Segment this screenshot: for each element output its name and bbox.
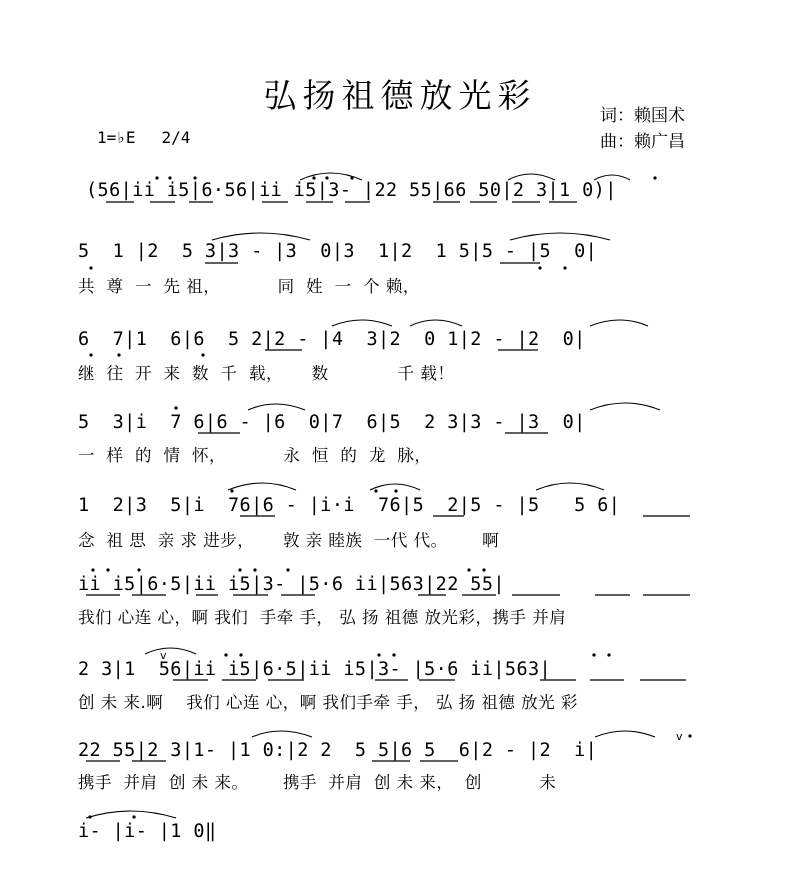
lyric-row-5: 我们 心连 心，啊 我们 手牵 手， 弘 扬 祖德 放光彩，携手 并肩 <box>78 608 567 627</box>
key-signature: 1=♭E <box>97 128 136 147</box>
slur-mark <box>248 404 305 410</box>
lyric-row-6: 创 未 来.啊 我们 心连 心，啊 我们手牵 手， 弘 扬 祖德 放光 彩 <box>78 693 578 712</box>
lyric-row-1: 共 尊 一 先 祖， 同 姓 一 个 赖， <box>78 277 420 296</box>
key-and-meter <box>97 128 190 147</box>
octave-dot <box>89 266 92 269</box>
slur-mark <box>332 320 392 326</box>
octave-dot <box>224 653 227 656</box>
slur-mark <box>145 648 196 654</box>
slur-mark <box>86 811 176 818</box>
octave-dot <box>88 815 91 818</box>
slur-mark <box>590 403 660 410</box>
octave-dot <box>230 489 233 492</box>
octave-dot <box>592 653 595 656</box>
notation-row-3: 5 3|i 7 6|6 - |6 0|7 6|5 2 3|3 - |3 0| <box>78 412 586 433</box>
octave-dot <box>91 568 94 571</box>
notation-row-5: ii i5|6·5|ii i5|3- |5·6 ii|563|22 55| <box>78 574 505 595</box>
notation-row-7: 22 55|2 3|1- |1 0:|2 2 5 5|6 5 6|2 - |2 i| <box>78 740 598 761</box>
slur-mark <box>370 484 420 490</box>
octave-dot <box>563 266 566 269</box>
lyricist-credit: 词：赖国术 <box>600 106 685 126</box>
octave-dot <box>392 653 395 656</box>
octave-dot <box>394 489 397 492</box>
octave-dot <box>89 353 92 356</box>
notation-row-6: 2 3|1 56|ii i5|6·5|ii i5|3- |5·6 ii|563| <box>78 659 552 680</box>
song-title: 弘扬祖德放光彩 <box>263 76 537 115</box>
lyric-row-2: 继 往 开 来 数 千 载， 数 千 载！ <box>78 364 455 383</box>
octave-dot <box>538 266 541 269</box>
notation-row-4: 1 2|3 5|i 76|6 - |i·i 76|5 2|5 - |5 5 6| <box>78 495 621 516</box>
slur-mark <box>590 320 648 326</box>
octave-dot <box>106 568 109 571</box>
octave-dot <box>286 568 289 571</box>
octave-dot <box>137 568 140 571</box>
slur-mark <box>300 173 362 180</box>
notation-row-8: i- |i- |1 0‖ <box>78 821 217 842</box>
slur-mark <box>595 731 655 737</box>
breath-mark: v <box>160 649 167 662</box>
notation-row-1: 5 1 |2 5 3|3 - |3 0|3 1|2 1 5|5 - |5 0| <box>78 241 598 262</box>
slur-mark <box>228 483 296 490</box>
slur-mark <box>212 233 310 240</box>
lyric-row-4: 念 祖 思 亲 求 进步， 敦 亲 睦族 一代 代。 啊 <box>78 531 500 550</box>
octave-dot <box>607 653 610 656</box>
intro-notation: (56|ii i5|6·56|ii i5|3- |22 55|66 50|2 3|1 0)| <box>86 180 617 201</box>
octave-dot <box>377 653 380 656</box>
octave-dot <box>482 568 485 571</box>
time-signature: 2/4 <box>161 128 191 147</box>
octave-dot <box>239 653 242 656</box>
slur-mark <box>410 320 462 326</box>
lyric-row-3: 一 样 的 情 怀， 永 恒 的 龙 脉， <box>78 446 432 465</box>
octave-dot <box>688 734 691 737</box>
slur-mark <box>252 731 312 737</box>
octave-dot <box>201 353 204 356</box>
breath-mark: v <box>676 730 683 743</box>
composer-credit: 曲：赖广昌 <box>600 132 685 152</box>
octave-dot <box>374 489 377 492</box>
octave-dot <box>253 568 256 571</box>
octave-dot <box>174 406 177 409</box>
octave-dot <box>117 353 120 356</box>
notation-row-2: 6 7|1 6|6 5 2|2 - |4 3|2 0 1|2 - |2 0| <box>78 329 586 350</box>
slur-mark <box>510 233 610 240</box>
lyric-row-7: 携手 并肩 创 未 来。 携手 并肩 创 未 来， 创 未 <box>78 773 557 792</box>
octave-dot <box>132 815 135 818</box>
slur-mark <box>536 483 604 490</box>
octave-dot <box>467 568 470 571</box>
octave-dot <box>238 568 241 571</box>
